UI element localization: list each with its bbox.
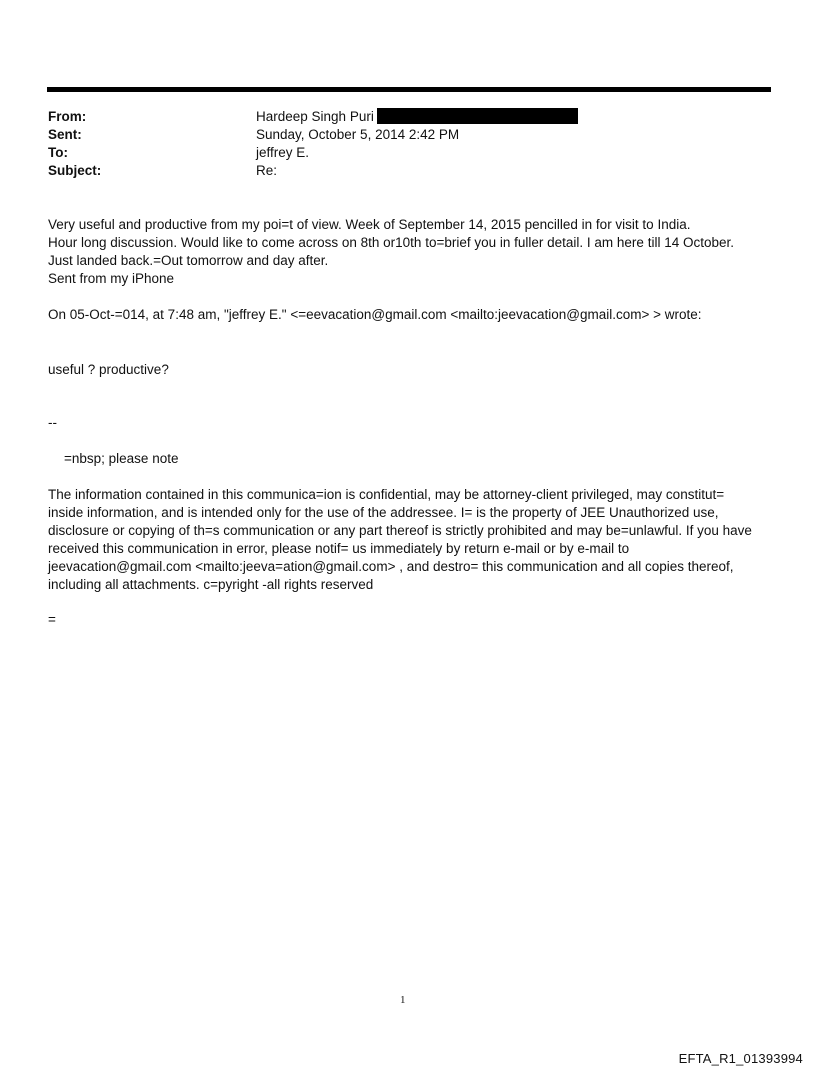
signature-separator: -- bbox=[48, 415, 57, 430]
from-value bbox=[256, 108, 578, 126]
disclaimer-line: received this communication in error, please notif= us immediately by return e-mail or by e-mail to bbox=[48, 541, 630, 556]
from-name: Hardeep Singh Puri bbox=[256, 109, 374, 124]
sent-row bbox=[48, 126, 460, 144]
disclaimer-line: jeevacation@gmail.com <mailto:jeeva=ation@gmail.com> , and destro= this communication and all copies thereof, bbox=[48, 559, 734, 574]
body-line: Sent from my iPhone bbox=[48, 271, 175, 286]
to-value: jeffrey E. bbox=[256, 145, 310, 160]
subject-value: Re: bbox=[256, 163, 278, 178]
sent-label: Sent: bbox=[48, 127, 82, 142]
subject-label: Subject: bbox=[48, 163, 102, 178]
trailing-equals: = bbox=[48, 612, 56, 627]
disclaimer bbox=[48, 486, 768, 594]
disclaimer-line: The information contained in this communica=ion is confidential, may be attorney-client privileged, may constitut= bbox=[48, 487, 725, 502]
body-line: Hour long discussion. Would like to come across on 8th or10th to=brief you in fuller detail. I am here till 14 October. bbox=[48, 235, 734, 250]
sent-value: Sunday, October 5, 2014 2:42 PM bbox=[256, 127, 460, 142]
bates-number: EFTA_R1_01393994 bbox=[678, 1051, 803, 1066]
subject-row bbox=[48, 162, 278, 180]
quote-intro: On 05-Oct-=014, at 7:48 am, "jeffrey E." <=eevacation@gmail.com <mailto:jeevacation@gmail.com> > wrote: bbox=[48, 307, 702, 322]
quoted-text: useful ? productive? bbox=[48, 362, 169, 377]
from-label: From: bbox=[48, 109, 87, 124]
to-row bbox=[48, 144, 310, 162]
header-rule bbox=[47, 87, 771, 92]
body-line: Very useful and productive from my poi=t of view. Week of September 14, 2015 pencilled in for visit to India. bbox=[48, 217, 691, 232]
to-label: To: bbox=[48, 145, 68, 160]
disclaimer-line: disclosure or copying of th=s communication or any part thereof is strictly prohibited and may be=unlawful. If you have bbox=[48, 523, 752, 538]
nbsp-note: =nbsp; please note bbox=[64, 451, 179, 466]
message-body bbox=[48, 216, 768, 288]
disclaimer-line: inside information, and is intended only for the use of the addressee. I= is the property of JEE Unauthorized use, bbox=[48, 505, 719, 520]
disclaimer-line: including all attachments. c=pyright -all rights reserved bbox=[48, 577, 374, 592]
from-row bbox=[48, 108, 374, 126]
body-line: Just landed back.=Out tomorrow and day after. bbox=[48, 253, 329, 268]
page-number: 1 bbox=[400, 994, 406, 1006]
redaction-box bbox=[377, 108, 578, 124]
